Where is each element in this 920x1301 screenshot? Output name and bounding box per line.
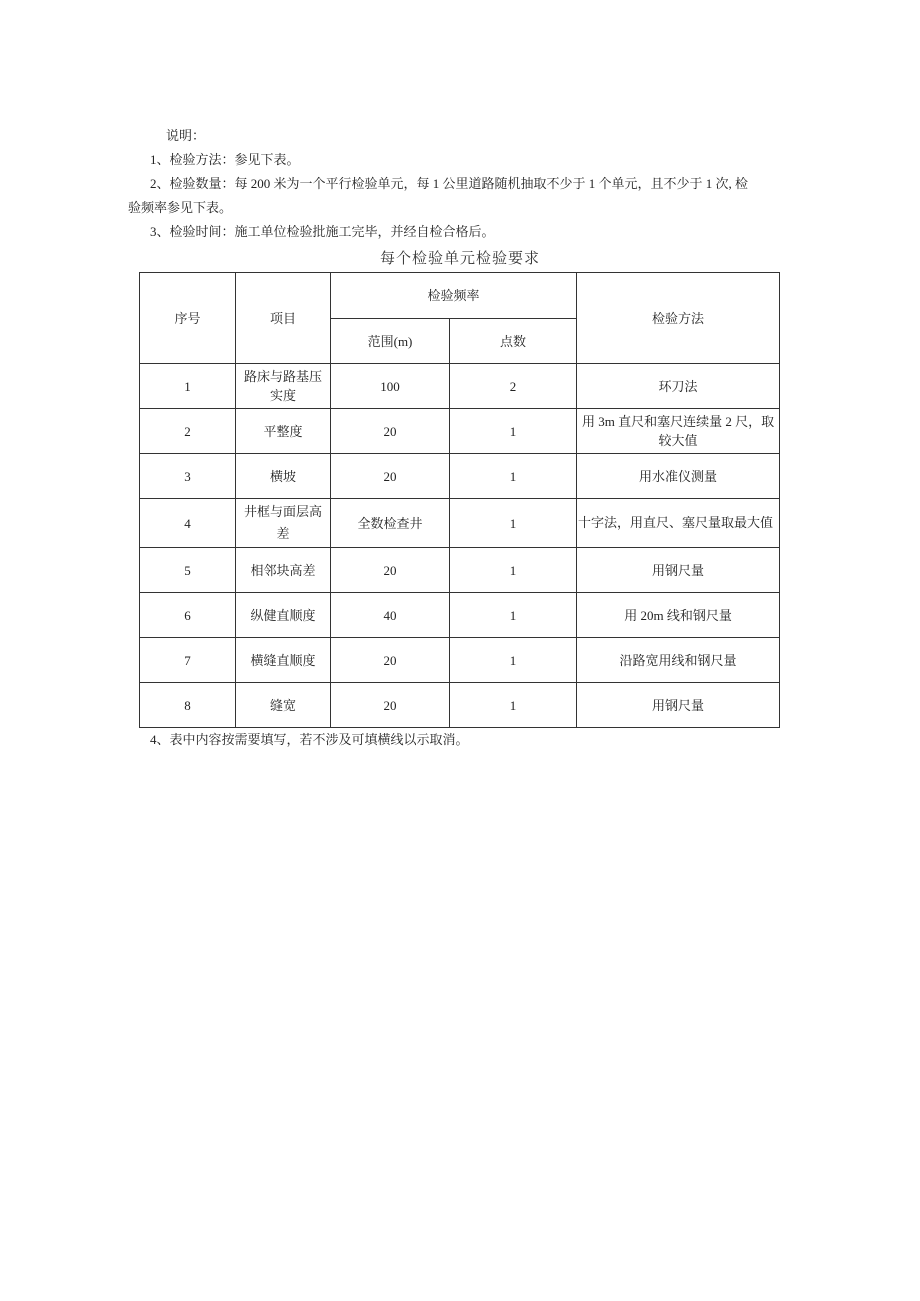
cell-range: 20 (331, 409, 450, 454)
cell-range: 20 (331, 683, 450, 728)
cell-seq: 6 (140, 593, 236, 638)
cell-points: 1 (450, 638, 577, 683)
cell-method: 十字法，用直尺、塞尺量取最大值 (577, 499, 780, 548)
cell-seq: 7 (140, 638, 236, 683)
cell-item: 缝宽 (236, 683, 331, 728)
cell-method: 用 20m 线和钢尺量 (577, 593, 780, 638)
cell-seq: 1 (140, 364, 236, 409)
cell-item: 横缝直顺度 (236, 638, 331, 683)
cell-range: 20 (331, 638, 450, 683)
table-row (140, 499, 780, 548)
cell-method: 用水准仪测量 (577, 454, 780, 499)
cell-item: 井框与面层高差 (236, 499, 331, 548)
cell-points: 1 (450, 548, 577, 593)
cell-range: 20 (331, 454, 450, 499)
cell-method: 环刀法 (577, 364, 780, 409)
cell-range: 100 (331, 364, 450, 409)
cell-points: 1 (450, 499, 577, 548)
cell-range: 20 (331, 548, 450, 593)
cell-points: 1 (450, 593, 577, 638)
cell-item: 纵健直顺度 (236, 593, 331, 638)
cell-seq: 8 (140, 683, 236, 728)
cell-method: 用钢尺量 (577, 683, 780, 728)
note-item-3: 3、检验时间：施工单位检验批施工完毕，并经自检合格后。 (150, 224, 495, 239)
header-points: 点数 (450, 319, 577, 364)
cell-points: 1 (450, 409, 577, 454)
header-method: 检验方法 (577, 273, 780, 364)
table-row (140, 409, 780, 454)
note-item-2: 2、检验数量：每 200 米为一个平行检验单元，每 1 公里道路随机抽取不少于 1 个单元，且不少于 1 次, 检 (150, 176, 749, 191)
header-seq: 序号 (140, 273, 236, 364)
table-row (140, 593, 780, 638)
cell-item: 平整度 (236, 409, 331, 454)
cell-points: 1 (450, 683, 577, 728)
notes-section (128, 124, 792, 244)
note-item-2-cont: 验频率参见下表。 (128, 200, 233, 215)
cell-item: 相邻块高差 (236, 548, 331, 593)
header-item: 项目 (236, 273, 331, 364)
table-row (140, 364, 780, 409)
table-row (140, 683, 780, 728)
cell-item: 横坡 (236, 454, 331, 499)
cell-seq: 3 (140, 454, 236, 499)
table-row (140, 638, 780, 683)
cell-points: 1 (450, 454, 577, 499)
table-row (140, 454, 780, 499)
header-frequency: 检验频率 (331, 273, 577, 319)
cell-item: 路床与路基压实度 (236, 364, 331, 409)
cell-seq: 5 (140, 548, 236, 593)
header-row (140, 273, 780, 319)
table-title: 每个检验单元检验要求 (379, 249, 540, 267)
notes-heading: 说明： (166, 128, 206, 143)
cell-seq: 4 (140, 499, 236, 548)
header-range: 范围(m) (331, 319, 450, 364)
footer-note: 4、表中内容按需要填写，若不涉及可填横线以示取消。 (150, 732, 469, 747)
cell-range: 全数检查井 (331, 499, 450, 548)
note-item-1: 1、检验方法：参见下表。 (150, 152, 300, 167)
inspection-requirements-table (139, 272, 780, 728)
cell-range: 40 (331, 593, 450, 638)
cell-seq: 2 (140, 409, 236, 454)
cell-method: 用钢尺量 (577, 548, 780, 593)
table-row (140, 548, 780, 593)
cell-method: 沿路宽用线和钢尺量 (577, 638, 780, 683)
cell-method: 用 3m 直尺和塞尺连续量 2 尺，取较大值 (577, 409, 780, 454)
cell-points: 2 (450, 364, 577, 409)
